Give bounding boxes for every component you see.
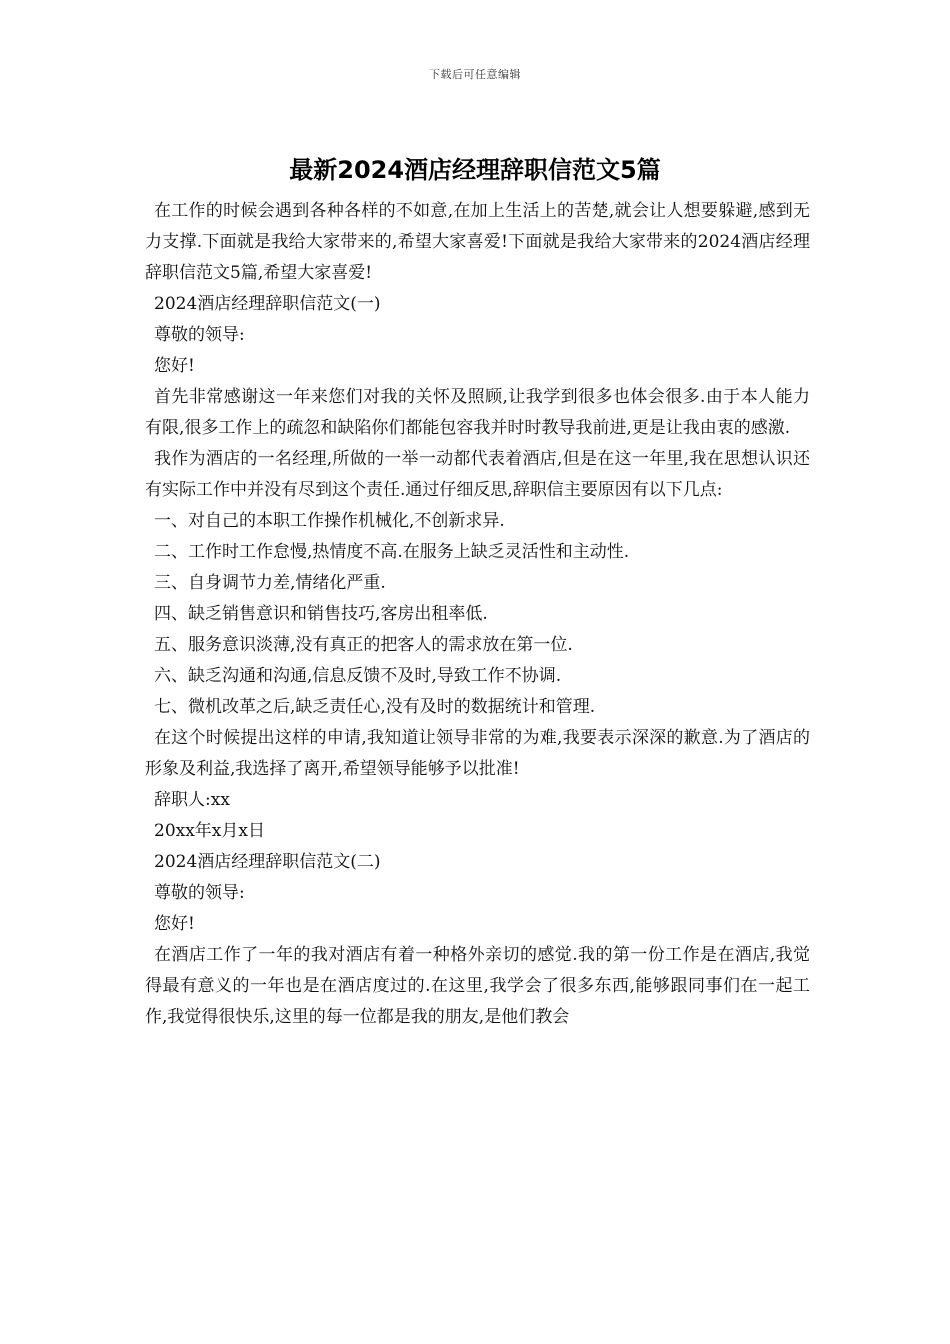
section-heading: 2024酒店经理辞职信范文(一)	[154, 294, 381, 314]
signature-date: 20xx年x月x日	[154, 821, 265, 841]
list-item: 四、缺乏销售意识和销售技巧,客房出租率低.	[154, 604, 488, 624]
salutation: 尊敬的领导:	[154, 325, 245, 345]
header-note: 下载后可任意编辑	[429, 68, 521, 81]
body-paragraph: 首先非常感谢这一年来您们对我的关怀及照顾,让我学到很多也体会很多.由于本人能力有限,很多工作上的疏忽和缺陷你们都能包容我并时时教导我前进,更是让我由衷的感激.	[145, 387, 810, 438]
body-paragraph: 在这个时候提出这样的申请,我知道让领导非常的为难,我要表示深深的歉意.为了酒店的形象及利益,我选择了离开,希望领导能够予以批准!	[145, 728, 810, 779]
intro-paragraph: 在工作的时候会遇到各种各样的不如意,在加上生活上的苦楚,就会让人想要躲避,感到无力支撑.下面就是我给大家带来的,希望大家喜爱!下面就是我给大家带来的2024酒店经理辞职信范文5篇,希望大家喜爱!	[145, 201, 810, 283]
list-item: 六、缺乏沟通和沟通,信息反馈不及时,导致工作不协调.	[154, 666, 562, 686]
list-item: 五、服务意识淡薄,没有真正的把客人的需求放在第一位.	[154, 635, 573, 655]
greeting: 您好!	[154, 914, 195, 934]
document-body	[145, 196, 810, 1033]
body-paragraph: 在酒店工作了一年的我对酒店有着一种格外亲切的感觉.我的第一份工作是在酒店,我觉得最有意义的一年也是在酒店度过的.在这里,我学会了很多东西,能够跟同事们在一起工作,我觉得很快乐,这里的每一位都是我的朋友,是他们教会	[145, 945, 810, 1027]
salutation: 尊敬的领导:	[154, 883, 245, 903]
list-item: 一、对自己的本职工作操作机械化,不创新求异.	[154, 511, 505, 531]
body-paragraph: 我作为酒店的一名经理,所做的一举一动都代表着酒店,但是在这一年里,我在思想认识还有实际工作中并没有尽到这个责任.通过仔细反思,辞职信主要原因有以下几点:	[145, 449, 810, 500]
list-item: 二、工作时工作怠慢,热情度不高.在服务上缺乏灵活性和主动性.	[154, 542, 630, 562]
section-heading: 2024酒店经理辞职信范文(二)	[154, 852, 381, 872]
signature-name: 辞职人:xx	[154, 790, 230, 810]
document-title: 最新2024酒店经理辞职信范文5篇	[289, 156, 661, 184]
greeting: 您好!	[154, 356, 195, 376]
list-item: 三、自身调节力差,情绪化严重.	[154, 573, 386, 593]
list-item: 七、微机改革之后,缺乏责任心,没有及时的数据统计和管理.	[154, 697, 596, 717]
